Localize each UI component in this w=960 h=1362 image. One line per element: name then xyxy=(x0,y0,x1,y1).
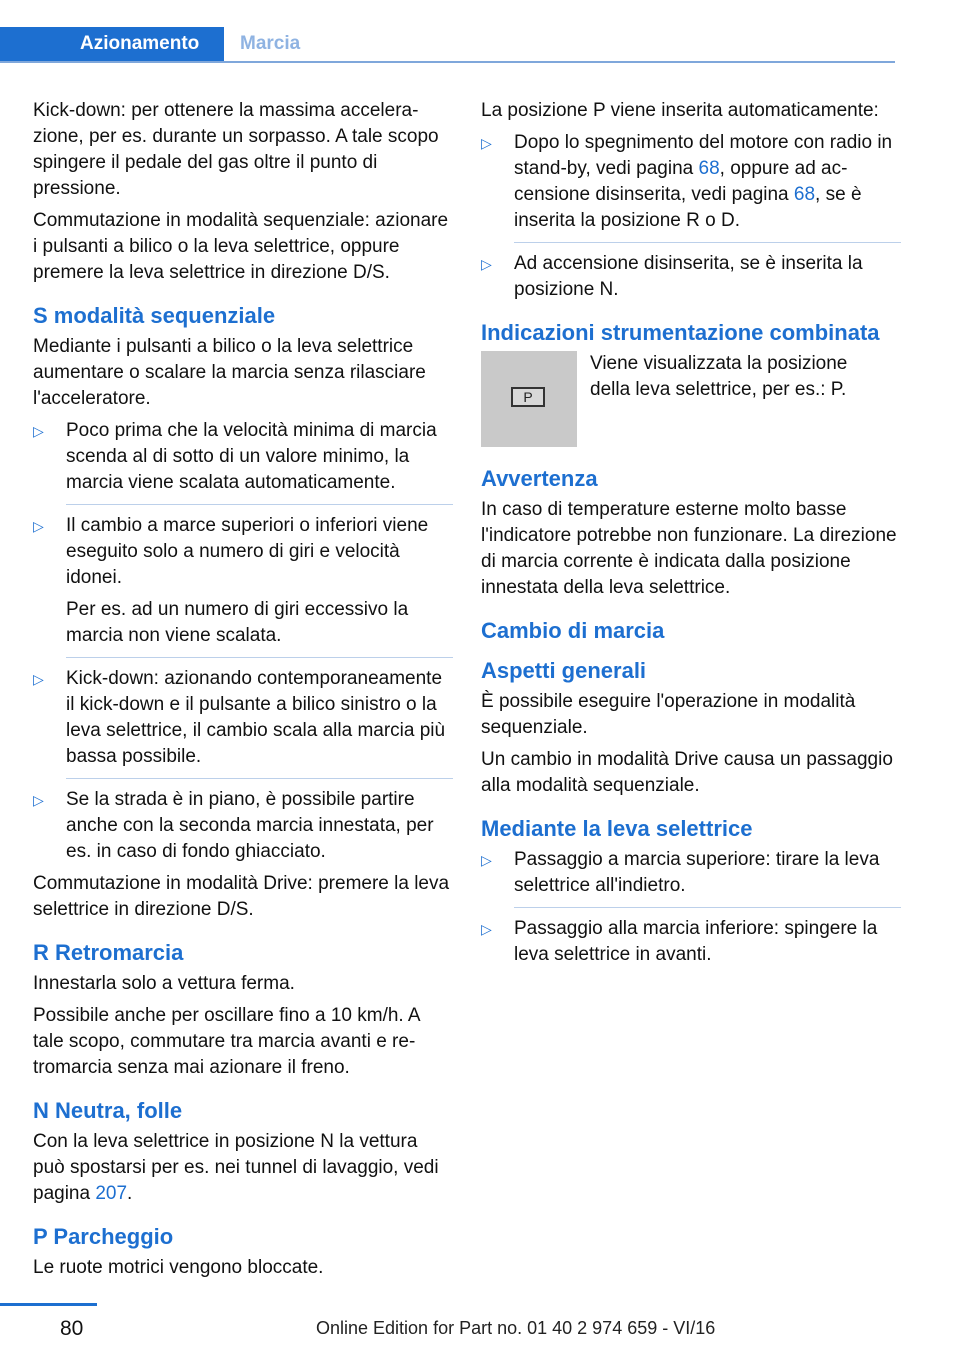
list-item xyxy=(33,418,453,505)
list-item xyxy=(481,251,901,303)
list-item xyxy=(33,787,453,865)
footer-accent-bar xyxy=(0,1303,97,1306)
display-image xyxy=(481,351,577,447)
divider xyxy=(66,657,453,658)
list-item-text: , se è inserita la posizione R o D. xyxy=(514,184,862,231)
s-mode-list xyxy=(33,418,453,865)
heading-selector-lever: Mediante la leva selettrice xyxy=(481,816,753,841)
general-text-2: Un cambio in modalità Drive causa un passaggio alla modalità sequenziale. xyxy=(481,749,893,796)
selector-lever-list xyxy=(481,847,901,968)
reverse-text-2: Possibile anche per oscillare fino a 10 km/h. A tale scopo, commutare tra marcia avanti e retromarcia senza mai azionare il freno. xyxy=(33,1005,420,1078)
bullet-triangle-icon: ▷ xyxy=(33,792,44,808)
s-mode-text: Mediante i pulsanti a bilico o la leva selettrice aumentare o scalare la marcia senza rilasciare l'acceleratore. xyxy=(33,336,426,409)
neutral-text-end: . xyxy=(127,1183,133,1204)
list-item-note: Per es. ad un numero di giri eccessivo la marcia non viene scalata. xyxy=(66,599,409,646)
sequential-switch-paragraph: Commutazione in modalità sequenziale: azionare i pulsanti a bilico o la leva selettrice, oppure premere la leva selettrice in direzione D/S. xyxy=(33,210,449,283)
chapter-tab-marcia[interactable]: Marcia xyxy=(240,33,301,54)
divider xyxy=(66,504,453,505)
list-item-text: Ad accensione disinserita, se è inserita la posizione N. xyxy=(514,253,863,300)
heading-r-reverse: R Retromarcia xyxy=(33,940,184,965)
list-item xyxy=(481,916,901,968)
heading-gear-change: Cambio di marcia xyxy=(481,618,665,643)
page-header xyxy=(0,27,895,63)
list-item-text: , oppure ad accensione disinserita, vedi pagina xyxy=(514,158,848,205)
reverse-text-1: Innestarla solo a vettura ferma. xyxy=(33,973,295,994)
list-item-text: Se la strada è in piano, è possibile partire anche con la seconda marcia innestata, per es. in caso di fondo ghiacciato. xyxy=(66,789,434,862)
list-item-text: Kick-down: azionando contemporaneamente il kick-down e il pulsante a bilico sinistro o la leva selettrice, il cambio scala alla marcia più bassa possibile. xyxy=(66,668,446,767)
general-text-1: È possibile eseguire l'operazione in modalità sequenziale. xyxy=(481,691,856,738)
heading-general: Aspetti generali xyxy=(481,658,647,683)
bullet-triangle-icon: ▷ xyxy=(481,256,492,272)
divider xyxy=(514,242,901,243)
bullet-triangle-icon: ▷ xyxy=(481,135,492,151)
list-item xyxy=(33,513,453,658)
bullet-triangle-icon: ▷ xyxy=(481,852,492,868)
right-column xyxy=(481,98,901,974)
bullet-triangle-icon: ▷ xyxy=(33,518,44,534)
gear-p-indicator-icon: P xyxy=(511,387,545,407)
bullet-triangle-icon: ▷ xyxy=(33,423,44,439)
heading-indicator: Indicazioni strumentazione combinata xyxy=(481,320,880,345)
indicator-figure xyxy=(481,351,901,449)
page-link-68[interactable]: 68 xyxy=(793,184,816,205)
page-link-207[interactable]: 207 xyxy=(95,1183,128,1204)
edition-note: Online Edition for Part no. 01 40 2 974 659 - VI/16 xyxy=(316,1318,716,1338)
heading-p-park: P Parcheggio xyxy=(33,1224,174,1249)
list-item-text: Dopo lo spegnimento del motore con radio in stand-by, vedi pagina xyxy=(514,132,893,179)
left-column xyxy=(33,98,453,1287)
list-item-text: Poco prima che la velocità minima di marcia scenda al di sotto di un valore minimo, la marcia viene scalata automaticamente. xyxy=(66,420,437,493)
auto-p-intro: La posizione P viene inserita automaticamente: xyxy=(481,100,879,121)
auto-p-list xyxy=(481,130,901,303)
bullet-triangle-icon: ▷ xyxy=(481,921,492,937)
park-text: Le ruote motrici vengono bloccate. xyxy=(33,1257,324,1278)
list-item xyxy=(33,666,453,779)
heading-n-neutral: N Neutra, folle xyxy=(33,1098,183,1123)
page-link-68[interactable]: 68 xyxy=(698,158,720,179)
list-item-text: Passaggio a marcia superiore: tirare la leva selettrice all'indietro. xyxy=(514,849,880,896)
kickdown-paragraph: Kick-down: per ottenere la massima accelerazione, per es. durante un sorpasso. A tale scopo spingere il pedale del gas oltre il punto di pressione. xyxy=(33,100,439,199)
list-item xyxy=(481,847,901,908)
neutral-text-body: Con la leva selettrice in posizione N la vettura può spostarsi per es. nei tunnel di lavaggio, vedi pagina xyxy=(33,1131,439,1204)
section-tab-azionamento[interactable]: Azionamento xyxy=(0,27,224,61)
divider xyxy=(66,778,453,779)
list-item xyxy=(481,130,901,243)
list-item-text: Passaggio alla marcia inferiore: spingere la leva selettrice in avanti. xyxy=(514,918,878,965)
heading-s-mode: S modalità sequenziale xyxy=(33,303,276,328)
bullet-triangle-icon: ▷ xyxy=(33,671,44,687)
neutral-text xyxy=(33,1129,453,1207)
drive-switch-paragraph: Commutazione in modalità Drive: premere la leva selettrice in direzione D/S. xyxy=(33,873,450,920)
heading-warning: Avvertenza xyxy=(481,466,598,491)
list-item-text: Il cambio a marce superiori o inferiori viene eseguito solo a numero di giri e velocità idonei. xyxy=(66,515,429,588)
page-number: 80 xyxy=(60,1317,84,1340)
indicator-description: Viene visualizzata la posizione della leva selettrice, per es.: P. xyxy=(590,353,848,400)
divider xyxy=(514,907,901,908)
warning-text: In caso di temperature esterne molto basse l'indicatore potrebbe non funzionare. La direzione di marcia corrente è indicata dalla posizione innestata della leva selettrice. xyxy=(481,499,897,598)
